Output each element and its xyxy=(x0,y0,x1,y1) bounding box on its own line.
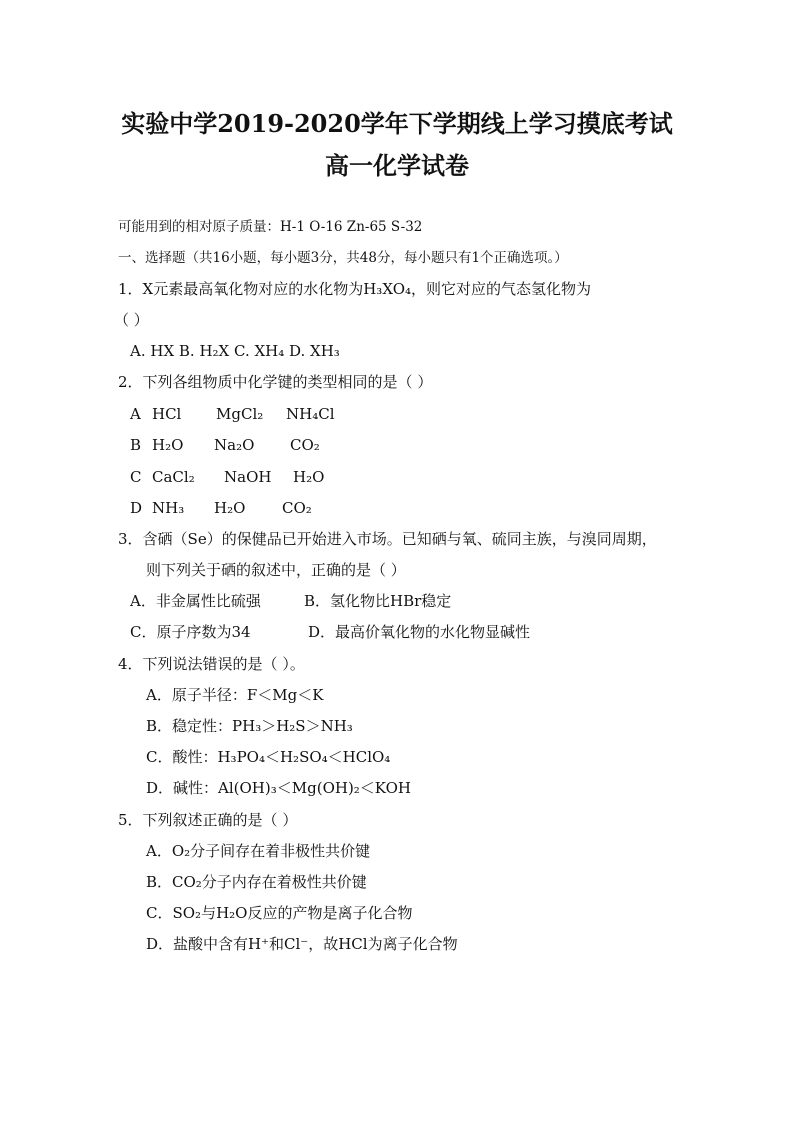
exam-subtitle: 高一化学试卷 xyxy=(325,151,469,180)
substance: H₂O xyxy=(293,468,325,486)
q3-option-d: D．最高价氧化物的水化物显碱性 xyxy=(308,623,531,641)
section-heading: 一、选择题（共16小题，每小题3分，共48分，每小题只有1个正确选项。） xyxy=(118,250,568,266)
q3-stem-line2: 则下列关于硒的叙述中，正确的是（ ） xyxy=(146,561,406,579)
q2-stem: 2．下列各组物质中化学键的类型相同的是（ ） xyxy=(118,373,433,391)
q5-option-c: C．SO₂与H₂O反应的产物是离子化合物 xyxy=(146,904,413,922)
q3-stem-line1: 3．含硒（Se）的保健品已开始进入市场。已知硒与氧、硫同主族，与溴同周期， xyxy=(118,530,657,548)
q1-stem: 1．X元素最高氧化物对应的水化物为H₃XO₄，则它对应的气态氢化物为 xyxy=(118,280,592,298)
substance: NaOH xyxy=(224,468,272,486)
substance: NH₄Cl xyxy=(286,405,335,423)
q4-option-c: C．酸性：H₃PO₄＜H₂SO₄＜HClO₄ xyxy=(146,748,391,766)
q3-option-a: A．非金属性比硫强 xyxy=(130,592,261,610)
substance: Na₂O xyxy=(214,436,255,454)
option-letter: C xyxy=(130,468,142,486)
substance: MgCl₂ xyxy=(216,405,264,423)
option-letter: B xyxy=(130,436,142,454)
option-letter: D xyxy=(130,499,143,517)
substance: NH₃ xyxy=(152,499,185,517)
q4-option-b: B．稳定性：PH₃＞H₂S＞NH₃ xyxy=(146,717,353,735)
q5-stem: 5．下列叙述正确的是（ ） xyxy=(118,811,298,829)
q5-option-b: B．CO₂分子内存在着极性共价键 xyxy=(146,873,367,891)
q4-stem: 4．下列说法错误的是（ ）。 xyxy=(118,655,305,673)
substance: CO₂ xyxy=(290,436,320,454)
q4-option-a: A．原子半径：F＜Mg＜K xyxy=(146,686,324,704)
exam-title: 实验中学2019-2020学年下学期线上学习摸底考试 xyxy=(121,109,673,138)
q3-option-b: B．氢化物比HBr稳定 xyxy=(304,592,452,610)
q5-option-a: A．O₂分子间存在着非极性共价键 xyxy=(146,842,371,860)
q1-options: A. HX B. H₂X C. XH₄ D. XH₃ xyxy=(130,342,340,360)
q3-option-c: C．原子序数为34 xyxy=(130,623,251,641)
q5-option-d: D．盐酸中含有H⁺和Cl⁻，故HCl为离子化合物 xyxy=(146,935,458,953)
substance: HCl xyxy=(152,405,182,423)
substance: CaCl₂ xyxy=(152,468,195,486)
substance: H₂O xyxy=(152,436,184,454)
substance: CO₂ xyxy=(282,499,312,517)
atomic-masses-note: 可能用到的相对原子质量：H-1 O-16 Zn-65 S-32 xyxy=(118,219,423,235)
q4-option-d: D．碱性：Al(OH)₃＜Mg(OH)₂＜KOH xyxy=(146,779,411,797)
option-letter: A xyxy=(130,405,141,423)
q1-answer-bracket: （ ） xyxy=(114,311,149,329)
substance: H₂O xyxy=(214,499,246,517)
